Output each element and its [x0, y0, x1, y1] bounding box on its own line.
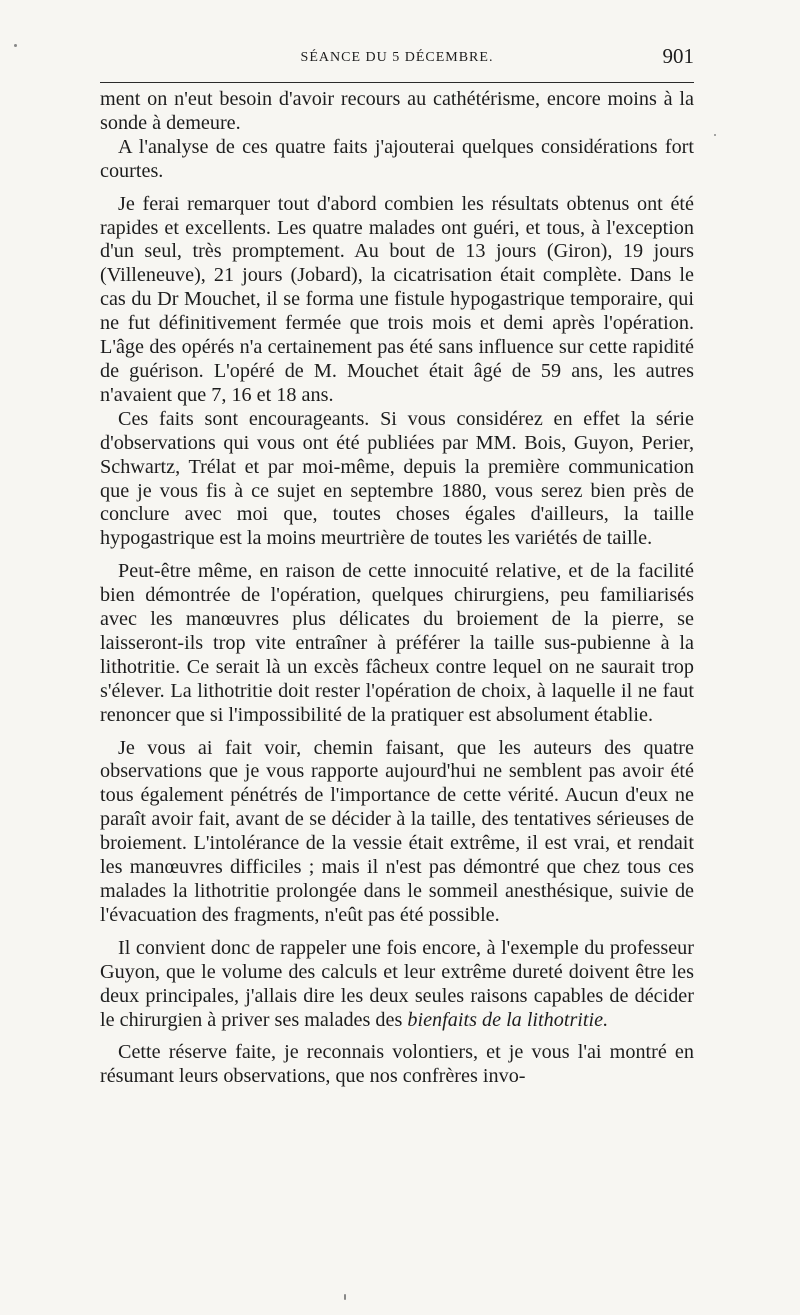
paragraph-2: A l'analyse de ces quatre faits j'ajouterai quelques considérations fort courtes.	[100, 135, 694, 182]
paragraph-7-text: Il convient donc de rappeler une fois encore, à l'exemple du professeur Guyon, que le volume des calculs et leur extrême dureté doivent être les deux principales, j'allais dire les deux seules raisons capables de décider le chirurgien à priver ses malades des	[100, 936, 694, 1031]
paragraph-4: Ces faits sont encourageants. Si vous considérez en effet la série d'observations qui vous ont été publiées par MM. Bois, Guyon, Perier, Schwartz, Trélat et par moi-même, depuis la première communication que je vous fis à ce sujet en septembre 1880, vous serez bien près de conclure avec moi que, toutes choses égales d'ailleurs, la taille hypogastrique est la moins meurtrière de toutes les variétés de taille.	[100, 407, 694, 550]
running-head-title: SÉANCE DU 5 DÉCEMBRE.	[300, 50, 494, 65]
running-head	[100, 44, 694, 72]
paper-speck	[714, 134, 716, 136]
header-rule	[100, 82, 694, 83]
paragraph-7	[100, 937, 694, 1033]
paper-speck	[14, 44, 17, 47]
paragraph-1: ment on n'eut besoin d'avoir recours au cathétérisme, encore moins à la sonde à demeure.	[100, 88, 694, 134]
paragraph-6: Je vous ai fait voir, chemin faisant, que les auteurs des quatre observations que je vous rapporte aujourd'hui ne semblent pas avoir été tous également pénétrés de l'importance de cette vérité. Aucun d'eux ne paraît avoir fait, avant de se décider à la taille, des tentatives sérieuses de broiement. L'intolérance de la vessie était extrême, il est vrai, et rendait les manœuvres difficiles ; mais il n'est pas démontré que chez tous ces malades la lithotritie prolongée dans le sommeil anesthésique, suivie de l'évacuation des fragments, n'eût pas été possible.	[100, 736, 694, 926]
paragraph-8: Cette réserve faite, je reconnais volontiers, et je vous l'ai montré en résumant leurs observations, que nos confrères invo-	[100, 1041, 694, 1088]
paragraph-7-italic: bienfaits de la lithotritie.	[407, 1008, 609, 1031]
paragraph-5: Peut-être même, en raison de cette innocuité relative, et de la facilité bien démontrée de l'opération, quelques chirurgiens, peu familiarisés avec les manœuvres plus délicates du broiement de la pierre, se laisseront-ils trop vite entraîner à préférer la taille sus-pubienne à la lithotritie. Ce serait là un excès fâcheux contre lequel on ne saurait trop s'élever. La lithotritie doit rester l'opération de choix, à laquelle il ne faut renoncer que si l'impossibilité de la pratiquer est absolument établie.	[100, 560, 694, 726]
body-text	[100, 88, 694, 1089]
paper-speck	[344, 1294, 346, 1300]
page-number: 901	[662, 44, 694, 68]
paragraph-3: Je ferai remarquer tout d'abord combien les résultats obtenus ont été rapides et excellents. Les quatre malades ont guéri, et tous, à l'exception d'un seul, très promptement. Au bout de 13 jours (Giron), 19 jours (Villeneuve), 21 jours (Jobard), la cicatrisation était complète. Dans le cas du Dr Mouchet, il se forma une fistule hypogastrique temporaire, qui ne fut définitivement fermée que trois mois et demi après l'opération. L'âge des opérés n'a certainement pas été sans influence sur cette rapidité de guérison. L'opéré de M. Mouchet était âgé de 59 ans, les autres n'avaient que 7, 16 et 18 ans.	[100, 192, 694, 406]
